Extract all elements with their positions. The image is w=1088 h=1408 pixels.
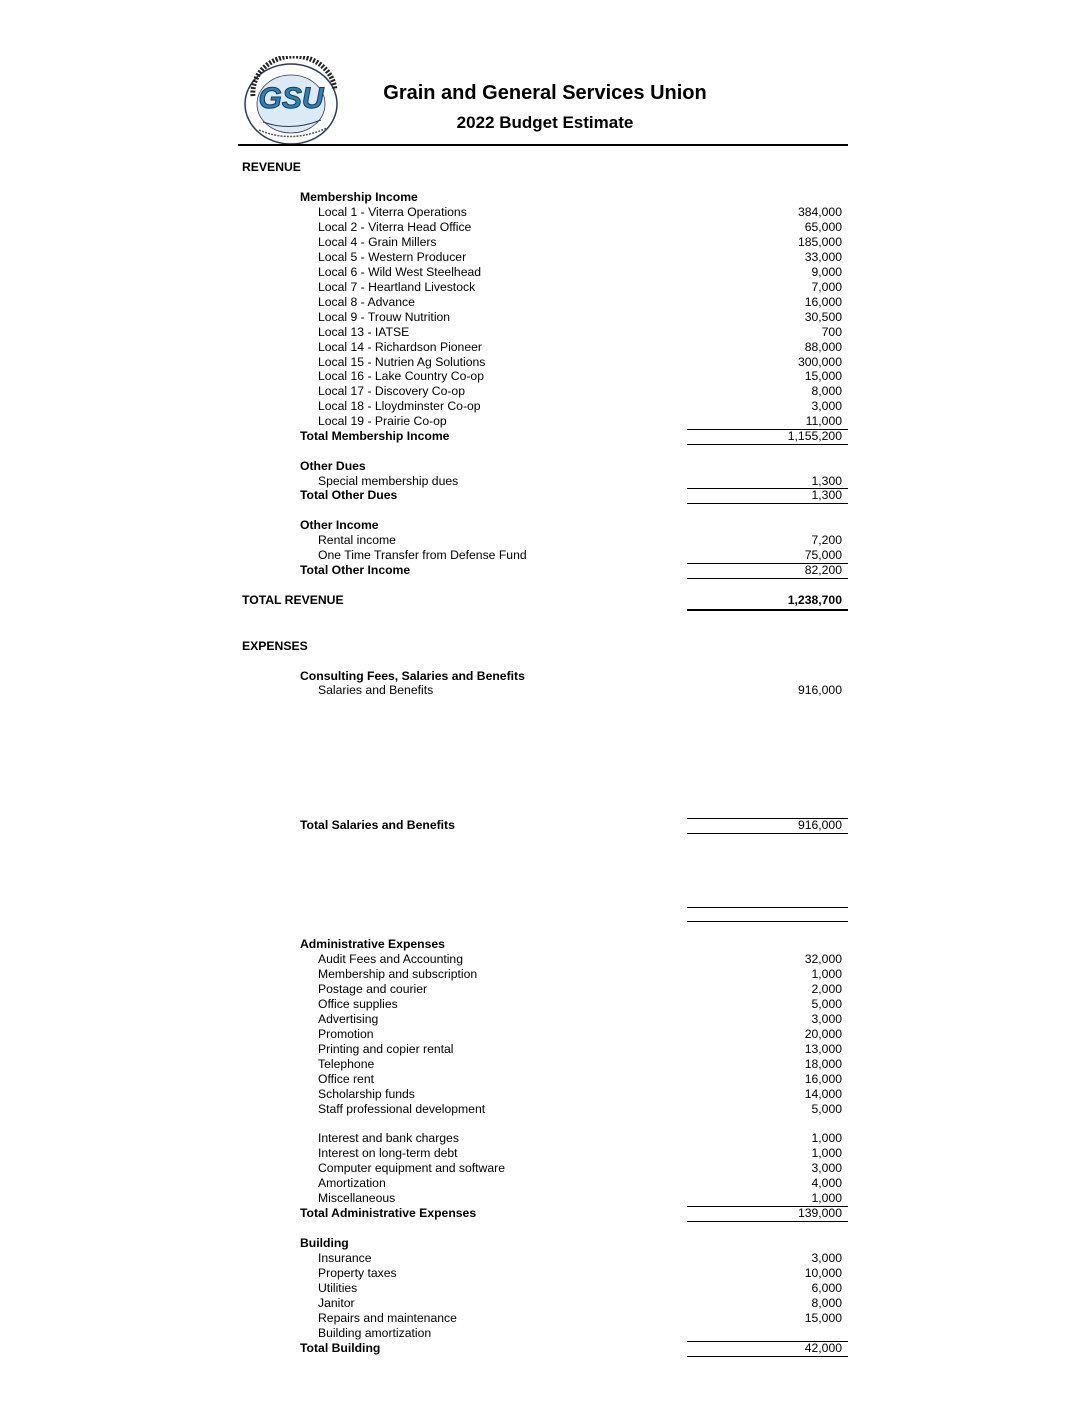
document-subtitle: 2022 Budget Estimate [456,113,634,132]
total-underline [687,503,848,504]
line-item-value: 3,000 [811,1251,842,1265]
line-item-label: Promotion [318,1026,374,1041]
group-heading: Membership Income [300,190,418,204]
line-item-value: 18,000 [804,1056,842,1071]
line-item-value: 16,000 [804,1071,842,1086]
section-total-value: 1,300 [811,488,842,502]
line-item-value: 16,000 [804,294,842,309]
line-item-label: Interest on long-term debt [318,1146,458,1161]
line-item-value: 30,500 [804,309,842,324]
line-item-label: Amortization [318,1176,386,1191]
line-item-label: Repairs and maintenance [318,1310,457,1325]
line-item-label: Local 14 - Richardson Pioneer [318,339,482,354]
line-item-label: Local 1 - Viterra Operations [318,205,467,219]
total-revenue-rule [687,609,848,611]
document-title: Grain and General Services Union [383,82,707,104]
line-item-label: Local 8 - Advance [318,294,415,309]
section-total-label: Total Building [300,1341,381,1355]
line-item-value: 3,000 [811,1011,842,1026]
line-item-value: 5,000 [811,996,842,1011]
group-heading: Other Income [300,518,379,532]
line-item-label: Local 19 - Prairie Co-op [318,414,447,429]
line-item-label: One Time Transfer from Defense Fund [318,547,527,562]
line-item-value: 5,000 [811,1101,842,1116]
line-item-value: 8,000 [811,1295,842,1310]
line-item-label: Local 9 - Trouw Nutrition [318,309,451,324]
group-heading: Consulting Fees, Salaries and Benefits [300,669,525,683]
line-item-value: 3,000 [811,399,842,414]
line-item-label: Advertising [318,1011,379,1026]
line-item-value: 1,000 [811,1146,842,1161]
empty-rule [687,921,848,922]
line-item-value: 1,000 [811,1191,842,1206]
line-item-label: Staff professional development [318,1101,486,1116]
empty-rule [687,907,848,908]
line-item-label: Computer equipment and software [318,1161,505,1176]
line-item-value: 65,000 [804,219,842,234]
line-item-value: 13,000 [804,1041,842,1056]
line-item-label: Office rent [318,1071,374,1086]
section-total-value: 42,000 [804,1341,842,1355]
line-item-value: 32,000 [804,952,842,966]
line-item-value: 7,000 [811,279,842,294]
line-item-value: 15,000 [804,1310,842,1325]
section-total-value: 1,155,200 [787,429,842,443]
line-item-label: Local 5 - Western Producer [318,249,467,264]
line-item-label: Utilities [318,1280,358,1295]
line-item-value: 10,000 [804,1265,842,1280]
line-item-value: 916,000 [797,683,842,697]
revenue-heading: REVENUE [242,160,301,174]
total-underline [687,1221,848,1222]
line-item-label: Printing and copier rental [318,1041,454,1056]
line-item-label: Building amortization [318,1325,432,1340]
section-total-label: Total Membership Income [300,429,450,443]
header-rule [238,144,848,146]
line-item-value: 1,300 [811,474,842,488]
line-item-label: Janitor [318,1295,355,1310]
line-item-value: 75,000 [804,547,842,562]
line-item-value: 6,000 [811,1280,842,1295]
total-underline [687,1356,848,1357]
section-total-value: 916,000 [797,818,842,832]
line-item-value: 3,000 [811,1161,842,1176]
group-heading: Administrative Expenses [300,937,445,951]
line-item-value: 2,000 [811,981,842,996]
line-item-value: 7,200 [811,533,842,547]
line-item-label: Local 16 - Lake Country Co-op [318,369,484,384]
section-total-label: Total Salaries and Benefits [300,818,455,832]
section-total-label: Total Other Income [300,563,411,577]
total-underline [687,444,848,445]
line-item-label: Local 15 - Nutrien Ag Solutions [318,354,486,369]
line-item-value: 300,000 [797,354,842,369]
line-item-value: 700 [821,324,842,339]
group-heading: Other Dues [300,459,366,473]
line-item-value: 11,000 [805,414,842,429]
line-item-value: 4,000 [811,1176,842,1191]
line-item-value: 1,000 [811,966,842,981]
line-item-value: 8,000 [811,384,842,399]
line-item-label: Local 6 - Wild West Steelhead [318,264,482,279]
line-item-label: Local 17 - Discovery Co-op [318,384,465,399]
line-item-value [687,1326,842,1341]
line-item-value: 384,000 [797,205,842,219]
line-item-value: 88,000 [804,339,842,354]
line-item-label: Telephone [318,1056,375,1071]
line-item-value: 14,000 [804,1086,842,1101]
section-total-value: 82,200 [804,563,842,577]
line-item-label: Postage and courier [318,981,428,996]
line-item-value: 185,000 [797,234,842,249]
total-underline [687,833,848,834]
total-revenue-label: TOTAL REVENUE [242,593,344,607]
section-total-label: Total Administrative Expenses [300,1206,477,1220]
line-item-label: Rental income [318,533,396,547]
line-item-label: Office supplies [318,996,398,1011]
line-item-label: Scholarship funds [318,1086,415,1101]
line-item-label: Local 13 - IATSE [318,324,410,339]
section-total-label: Total Other Dues [300,488,398,502]
line-item-label: Special membership dues [318,474,459,488]
line-item-label: Interest and bank charges [318,1131,459,1146]
line-item-value: 1,000 [811,1131,842,1146]
svg-text:GSU: GSU [258,82,324,115]
line-item-label: Insurance [318,1251,372,1265]
line-item-label: Miscellaneous [318,1191,396,1206]
line-item-value: 20,000 [804,1026,842,1041]
line-item-label: Membership and subscription [318,966,478,981]
group-heading: Building [300,1236,349,1250]
line-item-label: Local 18 - Lloydminster Co-op [318,399,481,414]
line-item-label: Audit Fees and Accounting [318,952,463,966]
line-item-value: 15,000 [804,369,842,384]
line-item-label: Property taxes [318,1265,397,1280]
line-item-label: Salaries and Benefits [318,683,434,697]
line-item-label: Local 2 - Viterra Head Office [318,219,472,234]
line-item-value: 9,000 [811,264,842,279]
section-total-value: 139,000 [797,1206,842,1220]
line-item-label: Local 4 - Grain Millers [318,234,437,249]
expenses-heading: EXPENSES [242,639,308,653]
total-underline [687,578,848,579]
line-item-label: Local 7 - Heartland Livestock [318,279,476,294]
line-item-value: 33,000 [804,249,842,264]
total-revenue-value: 1,238,700 [787,593,842,607]
